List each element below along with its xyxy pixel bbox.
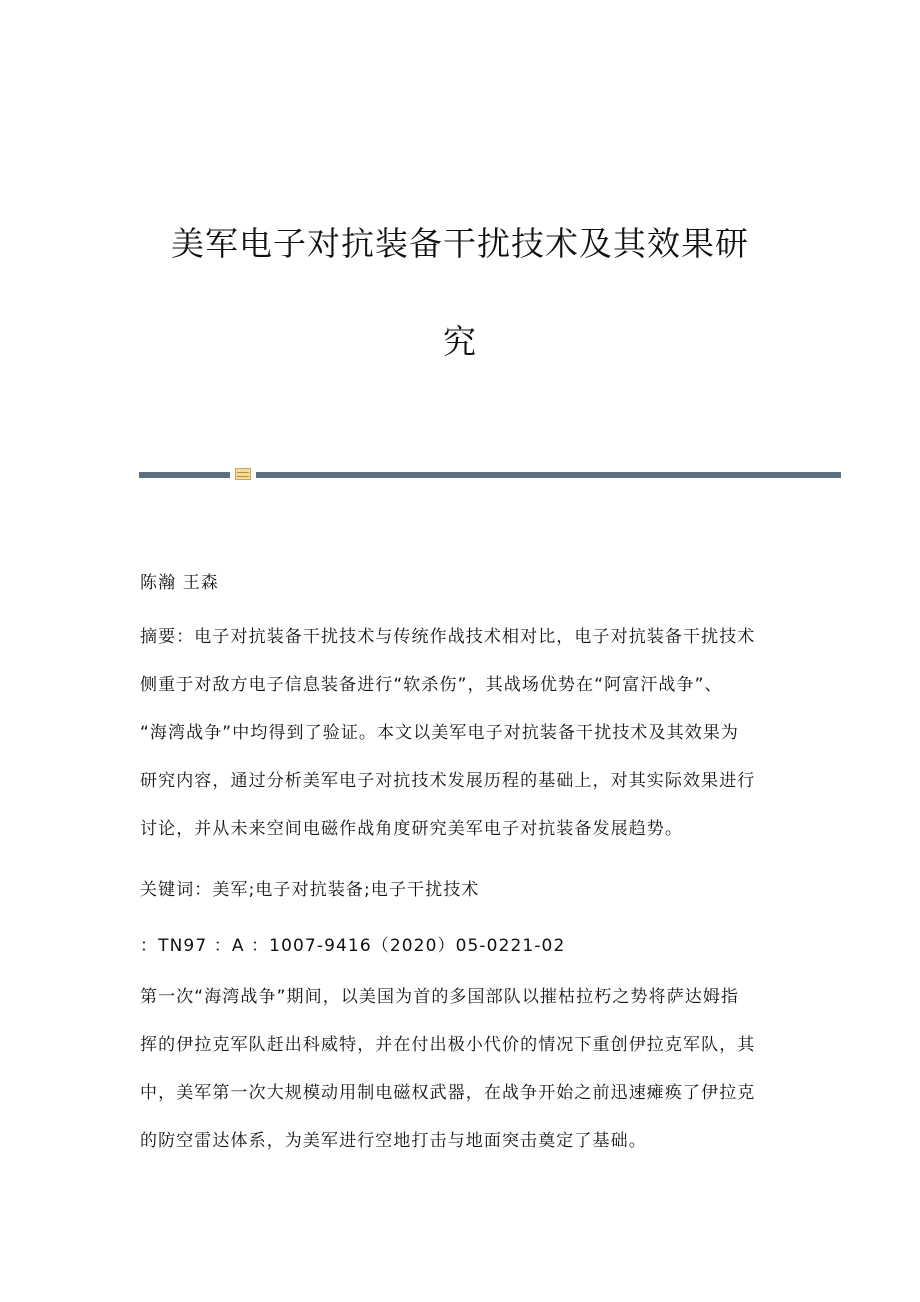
title-line-2: 究	[443, 322, 477, 361]
title-divider	[139, 466, 841, 486]
authors: 陈瀚 王森	[140, 573, 219, 593]
body-line: 挥的伊拉克军队赶出科威特，并在付出极小代价的情况下重创伊拉克军队，其	[140, 1035, 756, 1055]
divider-bar-right	[256, 472, 841, 478]
divider-bar-left	[139, 472, 230, 478]
abstract-line: “海湾战争”中均得到了验证。本文以美军电子对抗装备干扰技术及其效果为	[140, 723, 740, 743]
abstract	[140, 613, 780, 853]
abstract-line: 讨论，并从未来空间电磁作战角度研究美军电子对抗装备发展趋势。	[140, 819, 683, 839]
body-paragraph	[140, 973, 780, 1165]
divider-ornament-icon	[235, 468, 251, 480]
title-line-1: 美军电子对抗装备干扰技术及其效果研	[171, 224, 749, 263]
abstract-line: 侧重于对敌方电子信息装备进行“软杀伤”，其战场优势在“阿富汗战争”、	[140, 675, 723, 695]
keywords: 关键词：美军;电子对抗装备;电子干扰技术	[140, 880, 480, 900]
abstract-line: 摘要：电子对抗装备干扰技术与传统作战技术相对比，电子对抗装备干扰技术	[140, 627, 756, 647]
body-line: 中，美军第一次大规模动用制电磁权武器，在战争开始之前迅速瘫痪了伊拉克	[140, 1083, 756, 1103]
body-line: 的防空雷达体系，为美军进行空地打击与地面突击奠定了基础。	[140, 1131, 647, 1151]
classification-codes: ：TN97 ：A ：1007-9416（2020）05-0221-02	[140, 936, 566, 956]
body-line: 第一次“海湾战争”期间，以美国为首的多国部队以摧枯拉朽之势将萨达姆指	[140, 987, 740, 1007]
abstract-line: 研究内容，通过分析美军电子对抗技术发展历程的基础上，对其实际效果进行	[140, 771, 756, 791]
